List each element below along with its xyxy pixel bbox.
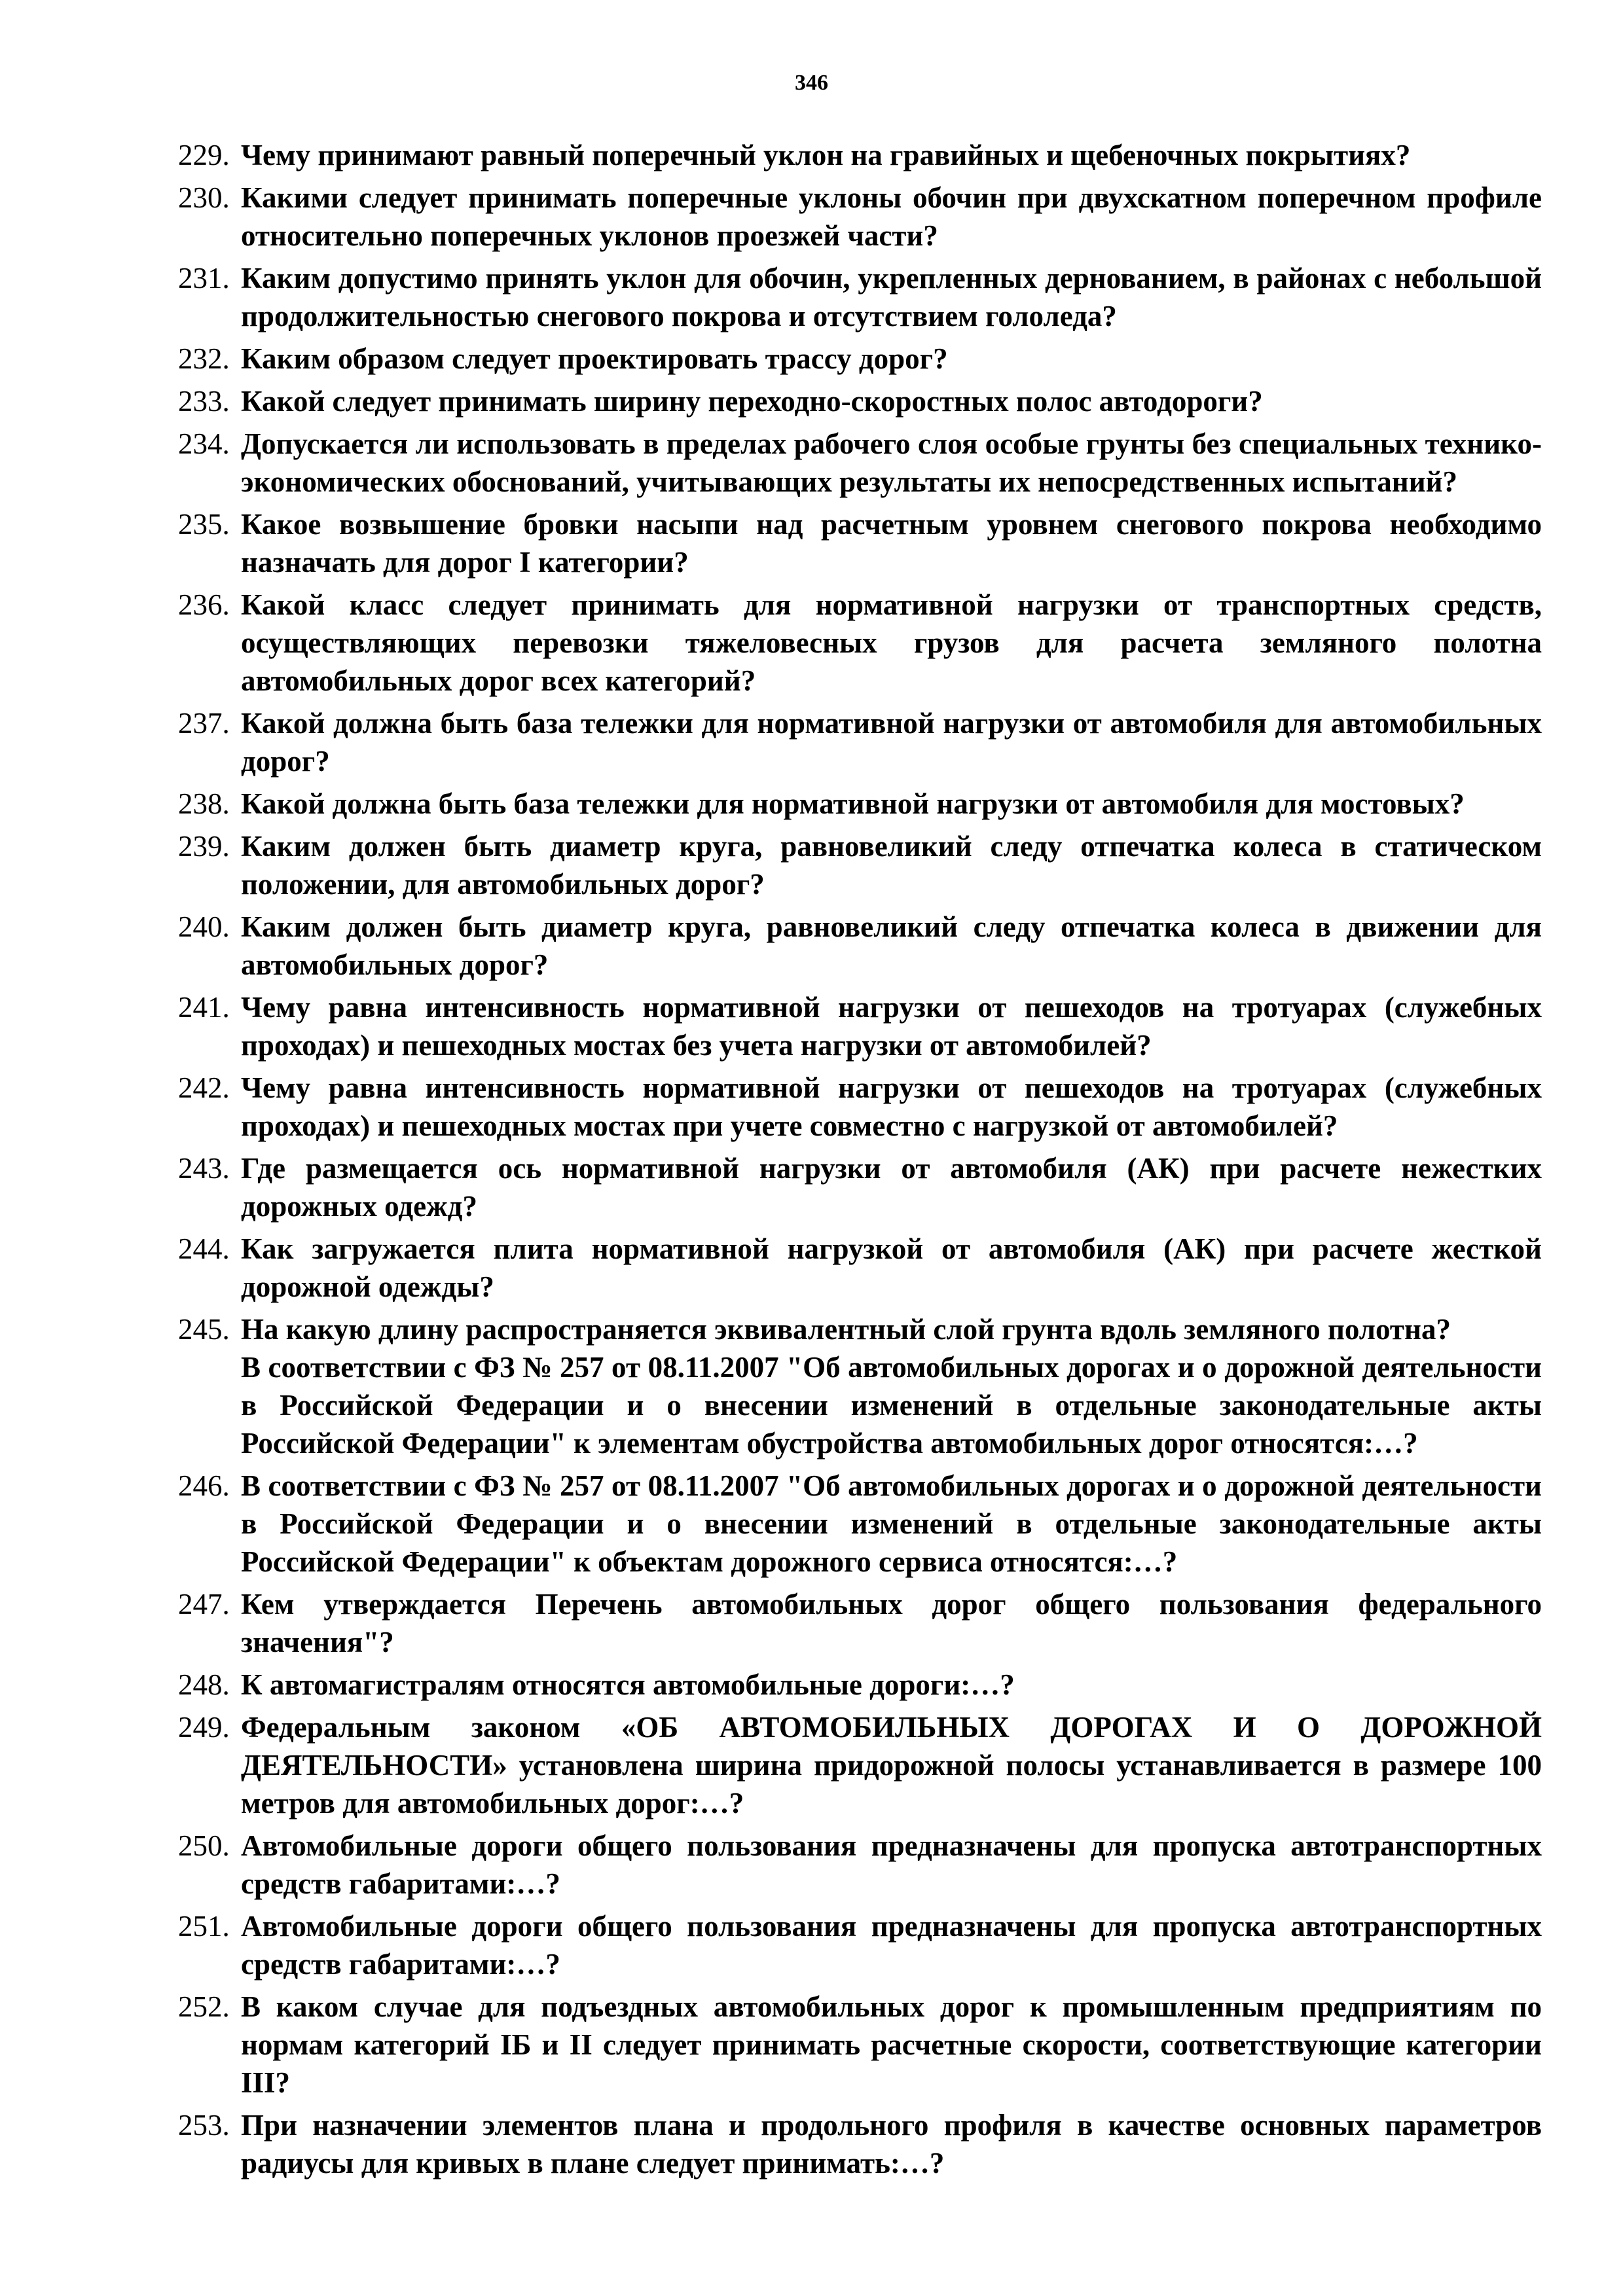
page-number: 346 [795,71,828,95]
question-text: Федеральным законом «ОБ АВТОМОБИЛЬНЫХ ДОРОГАХ И О ДОРОЖНОЙ ДЕЯТЕЛЬНОСТИ» установлена ширина придорожной полосы устанавливается в размере 100 метров для автомобильных дорог:…? [241,1711,1542,1820]
question-item [178,1467,1542,1581]
question-item [178,586,1542,700]
question-text: Чему принимают равный поперечный уклон на гравийных и щебеночных покрытиях? [241,139,1411,171]
question-item [178,1827,1542,1903]
question-item [178,382,1542,420]
question-item [178,785,1542,823]
question-number: 230. [178,181,230,214]
question-number: 243. [178,1152,230,1185]
question-text: Чему равна интенсивность нормативной нагрузки от пешеходов на тротуарах (служебных проходах) и пешеходных мостах без учета нагрузки от автомобилей? [241,991,1542,1062]
question-text: Какой класс следует принимать для нормативной нагрузки от транспортных средств, осуществляющих перевозки тяжеловесных грузов для расчета земляного полотна автомобильных дорог всех категорий? [241,588,1542,697]
question-number: 231. [178,262,230,295]
question-number: 250. [178,1829,230,1862]
question-text: Каким образом следует проектировать трассу дорог? [241,342,948,375]
question-text: Какой должна быть база тележки для нормативной нагрузки от автомобиля для мостовых? [241,787,1465,820]
question-text: Какой должна быть база тележки для нормативной нагрузки от автомобиля для автомобильных дорог? [241,707,1542,778]
question-number: 245. [178,1313,230,1346]
question-continuation-text: В соответствии с ФЗ № 257 от 08.11.2007 "Об автомобильных дорогах и о дорожной деятельности в Российской Федерации и о внесении изменений в отдельные законодательные акты Российской Федерации" к элементам обустройства автомобильных дорог относятся:…? [241,1351,1542,1460]
question-text: Каким должен быть диаметр круга, равновеликий следу отпечатка колеса в движении для автомобильных дорог? [241,910,1542,981]
question-text: На какую длину распространяется эквивалентный слой грунта вдоль земляного полотна? [241,1313,1451,1346]
question-number: 238. [178,787,230,820]
question-item [178,1708,1542,1822]
question-item [178,136,1542,174]
question-item [178,1069,1542,1145]
question-number: 236. [178,588,230,621]
question-item [178,704,1542,780]
question-item [178,1230,1542,1306]
question-item [178,2106,1542,2182]
question-number: 232. [178,342,230,375]
question-number: 244. [178,1232,230,1265]
question-item [178,1907,1542,1983]
question-text: В каком случае для подъездных автомобильных дорог к промышленным предприятиям по нормам категорий IБ и II следует принимать расчетные скорости, соответствующие категории III? [241,1990,1542,2099]
question-item [178,908,1542,984]
question-number: 246. [178,1469,230,1502]
question-item [178,988,1542,1064]
question-item [178,1666,1542,1704]
question-text: Какое возвышение бровки насыпи над расчетным уровнем снегового покрова необходимо назначать для дорог I категории? [241,508,1542,579]
question-item [178,1310,1542,1462]
question-text: Какой следует принимать ширину переходно-скоростных полос автодороги? [241,385,1263,418]
question-item [178,340,1542,378]
question-number: 252. [178,1990,230,2023]
question-text: Автомобильные дороги общего пользования предназначены для пропуска автотранспортных средств габаритами:…? [241,1910,1542,1981]
question-number: 239. [178,830,230,863]
question-list [178,136,1542,2187]
question-text: Кем утверждается Перечень автомобильных дорог общего пользования федерального значения"? [241,1588,1542,1659]
question-item [178,179,1542,255]
question-item [178,827,1542,903]
question-number: 242. [178,1071,230,1104]
question-text: В соответствии с ФЗ № 257 от 08.11.2007 "Об автомобильных дорогах и о дорожной деятельности в Российской Федерации и о внесении изменений в отдельные законодательные акты Российской Федерации" к объектам дорожного сервиса относятся:…? [241,1469,1542,1578]
question-number: 235. [178,508,230,541]
question-number: 251. [178,1910,230,1943]
question-text: Как загружается плита нормативной нагрузкой от автомобиля (АК) при расчете жесткой дорожной одежды? [241,1232,1542,1303]
question-number: 229. [178,139,230,171]
question-number: 241. [178,991,230,1024]
question-text: Какими следует принимать поперечные уклоны обочин при двухскатном поперечном профиле относительно поперечных уклонов проезжей части? [241,181,1542,252]
question-item [178,1149,1542,1225]
question-number: 253. [178,2109,230,2142]
question-number: 240. [178,910,230,943]
question-item [178,1585,1542,1661]
question-item [178,505,1542,581]
question-text: При назначении элементов плана и продольного профиля в качестве основных параметров радиусы для кривых в плане следует принимать:…? [241,2109,1542,2179]
question-text: Чему равна интенсивность нормативной нагрузки от пешеходов на тротуарах (служебных проходах) и пешеходных мостах при учете совместно с нагрузкой от автомобилей? [241,1071,1542,1142]
question-number: 247. [178,1588,230,1621]
question-number: 248. [178,1668,230,1701]
question-text: Автомобильные дороги общего пользования предназначены для пропуска автотранспортных средств габаритами:…? [241,1829,1542,1900]
question-item [178,259,1542,335]
question-item [178,425,1542,501]
question-number: 249. [178,1711,230,1744]
question-text: Допускается ли использовать в пределах рабочего слоя особые грунты без специальных технико-экономических обоснований, учитывающих результаты их непосредственных испытаний? [241,427,1542,498]
question-text: Где размещается ось нормативной нагрузки от автомобиля (АК) при расчете нежестких дорожных одежд? [241,1152,1542,1223]
question-number: 233. [178,385,230,418]
question-number: 237. [178,707,230,740]
question-text: Каким допустимо принять уклон для обочин, укрепленных дернованием, в районах с небольшой продолжительностью снегового покрова и отсутствием гололеда? [241,262,1542,332]
question-number: 234. [178,427,230,460]
question-text: Каким должен быть диаметр круга, равновеликий следу отпечатка колеса в статическом положении, для автомобильных дорог? [241,830,1542,901]
question-item [178,1988,1542,2102]
question-text: К автомагистралям относятся автомобильные дороги:…? [241,1668,1015,1701]
